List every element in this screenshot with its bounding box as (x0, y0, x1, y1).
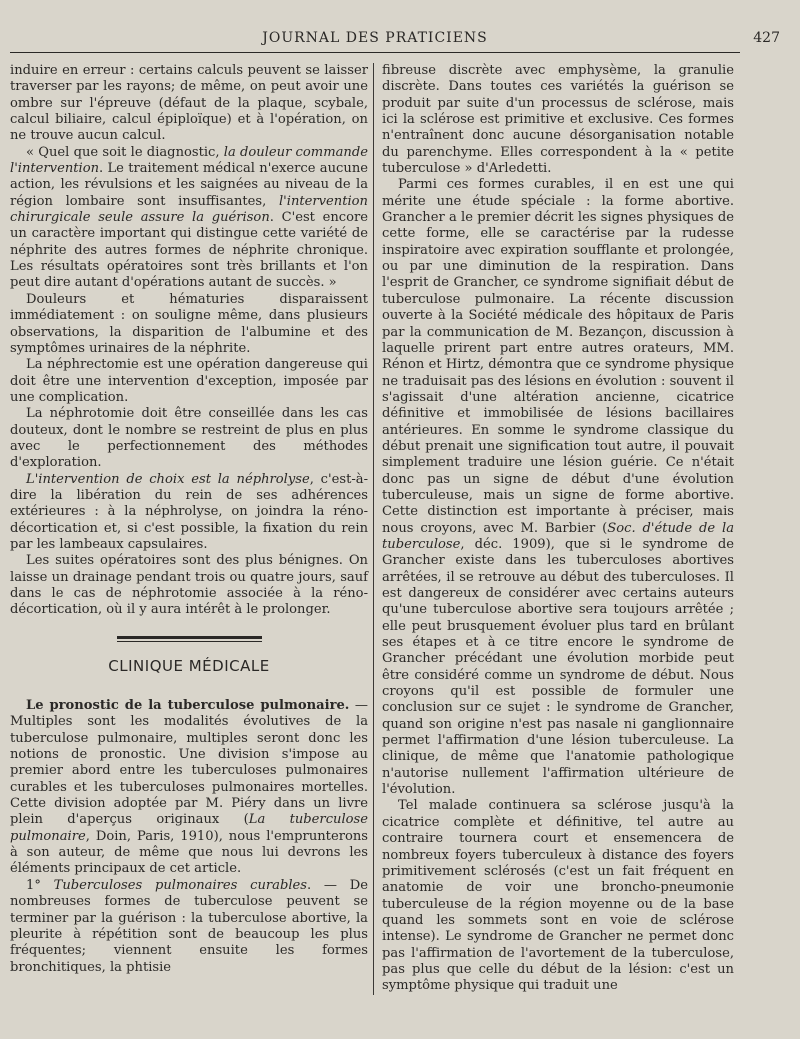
text-span: , Doin, Paris, 1910), nous l'emprunterons à son auteur, de même que nous lui devrons les éléments principaux de cet article. (10, 828, 368, 877)
italic-text: l'intervention chirurgicale seule assure la guérison (10, 193, 368, 226)
paragraph (382, 177, 734, 798)
section-rule (117, 636, 262, 642)
right-column (382, 63, 734, 995)
text-span: 1° (26, 877, 54, 893)
section-title: CLINIQUE MÉDICALE (108, 656, 270, 675)
text-span: , c'est-à-dire la libération du rein de ses adhérences extérieures : à la néphrolyse, on joindra la réno-décortication et, si c'est possible, la fixation du rein par les lambeaux capsulaires. (10, 471, 368, 552)
quote-paragraph (10, 145, 368, 292)
paragraph: La néphrectomie est une opération dangereuse qui doit être une intervention d'exception, imposée par une complication. (10, 357, 368, 405)
paragraph: Les suites opératoires sont des plus bénignes. On laisse un drainage pendant trois ou quatre jours, sauf dans le cas de néphrotomie associée à la réno-décortication, où il y aura intérêt à le prolonger. (10, 553, 368, 618)
article-title: Le pronostic de la tuberculose pulmonaire. (26, 698, 350, 714)
paragraph (10, 878, 368, 976)
text-span: . Le traitement médical n'exerce aucune action, les révulsions et les saignées au niveau de la région lombaire sont insuffisantes, (10, 161, 368, 209)
paragraph: La néphrotomie doit être conseillée dans les cas douteux, dont le nombre se restreint de plus en plus avec le perfectionnement des méthodes d'exploration. (10, 406, 368, 471)
page-header (10, 30, 780, 53)
text-span: . C'est encore un caractère important qui distingue cette variété de néphrite des autres formes de néphrite chronique. Les résultats opératoires sont très brillants et l'on peut dire autant d'opérations autant de succès. » (10, 210, 369, 291)
column-divider (373, 63, 374, 995)
italic-text: la douleur commande l'intervention (10, 144, 368, 177)
italic-text: La tuberculose pulmonaire (10, 812, 368, 844)
page-number: 427 (753, 30, 780, 46)
italic-text: Soc. d'étude de la tuberculose (382, 520, 735, 552)
journal-title: JOURNAL DES PRATICIENS (262, 30, 488, 46)
text-span: . — De nombreuses formes de tuberculose peuvent se terminer par la guérison : la tuberculose abortive, la pleurite à répétition sont de beaucoup les plus fréquentes; viennent ensuite les formes bronchitiques, la phtisie (10, 877, 368, 975)
italic-text: L'intervention de choix est la néphrolyse (26, 471, 310, 487)
paragraph: Tel malade continuera sa sclérose jusqu'à la cicatrice complète et définitive, tel autre au contraire tournera court et ensemencera de nombreux foyers tuberculeux à distance des foyers primitivement sclérosés (c'est un fait fréquent en anatomie de voir une broncho-pneumonie tuberculeuse de la région moyenne ou de la base quand les sommets sont en voie de sclérose intense). Le syndrome de Grancher ne permet donc pas l'affirmation de l'avortement de la tuberculose, pas plus que celle du début de la lésion: c'est un symptôme physique qui traduit une (382, 798, 734, 994)
text-span: , déc. 1909), que si le syndrome de Grancher existe dans les tuberculoses abortives arrêtées, il se retrouve au début des tuberculoses. Il est dangereux de considérer avec certains auteurs qu'une tuberculose abortive sera toujours arrêtée ; elle peut brusquement évoluer plus tard en brûlant ses étapes et à ce titre encore le syndrome de Grancher précédant une évolution morbide peut être considéré comme un syndrome de début. Nous croyons qu'il est possible de formuler une conclusion sur ce sujet : le syndrome de Grancher, quand son origine n'est pas nasale ni ganglionnaire permet l'affirmation d'une lésion tuberculeuse. La clinique, de même que l'anatomie pathologique n'autorise nullement l'affirmation ultérieure de l'évolution. (382, 536, 734, 798)
text-span: Parmi ces formes curables, il en est une qui mérite une étude spéciale : la forme abortive. Grancher a le premier décrit les signes physiques de cette forme, elle se caractérise par la rudesse inspiratoire avec expiration soufflante et prolongée, ou par une diminution de la respiration. Dans l'esprit de Grancher, ce syndrome signifiait début de tuberculose pulmonaire. La récente discussion ouverte à la Société médicale des hôpitaux de Paris par la communication de M. Bezançon, discussion à laquelle prirent part entre autres orateurs, MM. Rénon et Hirtz, démontra que ce syndrome physique ne traduisait pas des lésions en évolution : souvent il s'agissait d'une altération ancienne, cicatrice définitive et immobilisée de lésions bacillaires antérieures. En somme le syndrome classique du début prenait une signification tout autre, il pouvait simplement traduire une lésion guérie. Ce n'était donc pas un signe de début d'une évolution tuberculeuse, mais un signe de forme abortive. Cette distinction est importante à préciser, mais nous croyons, avec M. Barbier ( (382, 177, 734, 536)
paragraph: induire en erreur : certains calculs peuvent se laisser traverser par les rayons; de même, on peut avoir une ombre sur l'épreuve (défaut de la plaque, scybale, calcul biliaire, calcul épiploïque) et à l'opération, on ne trouve aucun calcul. (10, 63, 368, 144)
paragraph (10, 472, 368, 554)
paragraph: Douleurs et hématuries disparaissent immédiatement : on souligne même, dans plusieurs observations, la disparition de l'albumine et des symptômes urinaires de la néphrite. (10, 291, 368, 356)
paragraph: fibreuse discrète avec emphysème, la granulie discrète. Dans toutes ces variétés la guérison se produit par suite d'un processus de sclérose, mais ici la sclérose est primitive et exclusive. Ces formes n'entraînent donc aucune désorganisation notable du parenchyme. Elles correspondent à la « petite tuberculose » d'Arledetti. (382, 63, 734, 177)
left-column (10, 63, 368, 976)
text-span: « Quel que soit le diagnostic, (26, 144, 224, 160)
article-paragraph (10, 698, 368, 878)
text-span: — Multiples sont les modalités évolutives de la tuberculose pulmonaire, multiples seront donc les notions de pronostic. Une division s'impose au premier abord entre les tuberculoses pulmonaires curables et les tuberculoses pulmonaires mortelles. Cette division adoptée par M. Piéry dans un livre plein d'aperçus originaux ( (10, 698, 368, 828)
italic-text: Tuberculoses pulmonaires curables (53, 877, 308, 893)
